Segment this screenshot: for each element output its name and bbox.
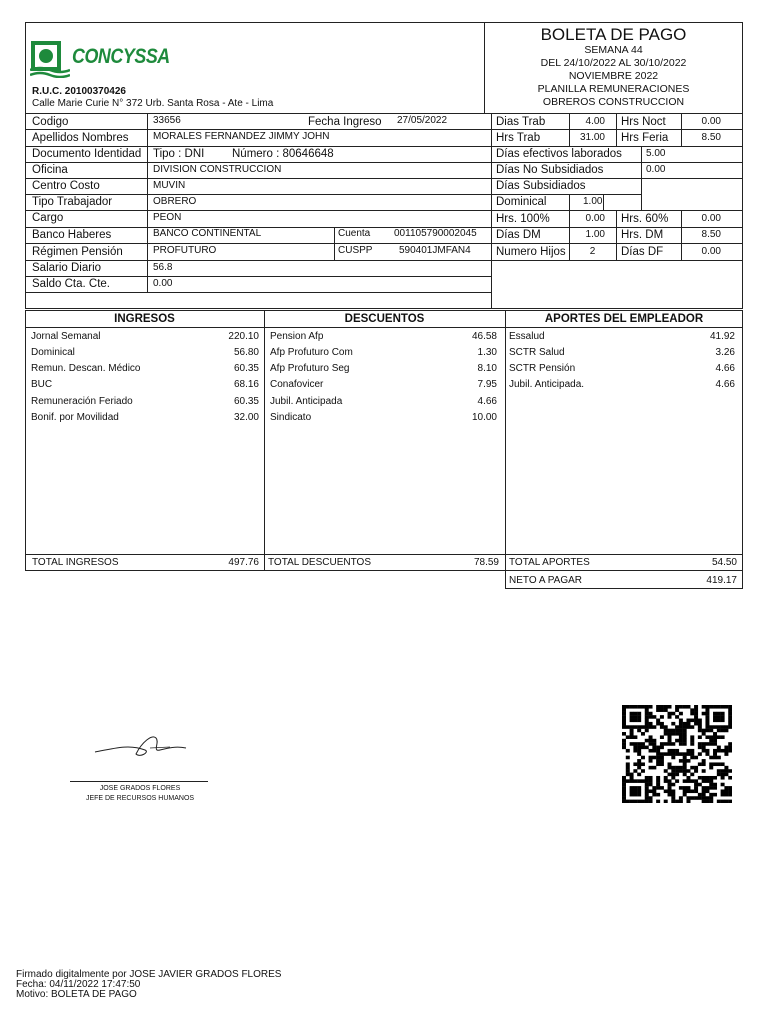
centro-costo-label: Centro Costo [32, 180, 100, 192]
dominical-value: 1.00 [583, 196, 603, 207]
descuento-label: Jubil. Anticipada [270, 396, 343, 407]
ingreso-label: Remuneración Feriado [31, 396, 133, 407]
aporte-label: SCTR Salud [509, 347, 565, 358]
aporte-value: 41.92 [709, 331, 735, 342]
page-title: BOLETA DE PAGO [540, 25, 687, 44]
hrs-trab-value: 31.00 [579, 132, 605, 143]
apellidos-value: MORALES FERNANDEZ JIMMY JOHN [153, 131, 330, 142]
total-aportes-value: 54.50 [711, 557, 737, 568]
digital-sign-line2: Fecha: 04/11/2022 17:47:50 [16, 979, 141, 990]
aporte-value: 4.66 [715, 363, 735, 374]
hrs100-value: 0.00 [585, 213, 605, 224]
cuspp-label: CUSPP [338, 245, 373, 256]
dias-df-label: Días DF [621, 246, 664, 258]
header-group: OBREROS CONSTRUCCION [542, 96, 685, 108]
centro-costo-value: MUVIN [153, 180, 186, 191]
company-address: Calle Marie Curie N° 372 Urb. Santa Rosa - Ate - Lima [32, 98, 274, 109]
descuento-label: Pension Afp [270, 331, 324, 342]
total-ingresos-value: 497.76 [228, 557, 259, 568]
codigo-label: Codigo [32, 116, 69, 128]
neto-label: NETO A PAGAR [509, 575, 582, 586]
tipo-doc-value: Tipo : DNI [153, 148, 205, 160]
total-descuentos-value: 78.59 [473, 557, 499, 568]
salario-value: 56.8 [153, 262, 173, 273]
ingreso-label: Bonif. por Movilidad [31, 412, 119, 423]
descuento-value: 7.95 [477, 379, 497, 390]
fecha-ingreso-label: Fecha Ingreso [308, 116, 382, 128]
digital-sign-line3: Motivo: BOLETA DE PAGO [16, 989, 137, 1000]
apellidos-label: Apellidos Nombres [32, 132, 129, 144]
cuenta-label: Cuenta [338, 228, 371, 239]
header-period: DEL 24/10/2022 AL 30/10/2022 [540, 57, 687, 69]
company-logo [30, 40, 170, 80]
ingreso-label: BUC [31, 379, 53, 390]
total-descuentos-label: TOTAL DESCUENTOS [268, 557, 371, 568]
descuento-value: 1.30 [477, 347, 497, 358]
grid-line [616, 210, 617, 260]
grid-line [616, 113, 617, 146]
banco-value: BANCO CONTINENTAL [153, 228, 262, 239]
header-week: SEMANA 44 [584, 44, 643, 56]
aporte-value: 4.66 [715, 379, 735, 390]
dominical-label: Dominical [496, 196, 547, 208]
fecha-ingreso-value: 27/05/2022 [397, 115, 448, 126]
dias-efectivos-label: Días efectivos laborados [496, 148, 622, 160]
numero-hijos-value: 2 [589, 246, 596, 257]
company-logo-text: CONCYSSA [72, 45, 170, 68]
grid-line [491, 260, 743, 261]
hrs-dm-label: Hrs. DM [621, 229, 664, 241]
descuento-label: Sindicato [270, 412, 312, 423]
ingreso-value: 60.35 [233, 396, 259, 407]
grid-line [603, 194, 604, 210]
aporte-label: Jubil. Anticipada. [509, 379, 585, 390]
tipo-trabajador-label: Tipo Trabajador [32, 196, 113, 208]
grid-line [334, 227, 335, 260]
detail-header-rule [25, 327, 743, 328]
numero-hijos-label: Numero Hijos [496, 246, 566, 258]
detail-table [25, 310, 743, 571]
ingreso-label: Dominical [31, 347, 75, 358]
grid-line [491, 243, 743, 244]
dias-no-subs-label: Días No Subsidiados [496, 164, 604, 176]
dias-efectivos-value: 5.00 [646, 148, 666, 159]
descuento-value: 46.58 [471, 331, 497, 342]
regimen-value: PROFUTURO [153, 245, 217, 256]
dias-dm-label: Días DM [496, 229, 541, 241]
documento-label: Documento Identidad [32, 148, 142, 160]
oficina-value: DIVISION CONSTRUCCION [153, 164, 282, 175]
hrs100-label: Hrs. 100% [496, 213, 550, 225]
digital-sign-line1: Firmado digitalmente por JOSE JAVIER GRADOS FLORES [16, 969, 282, 980]
ingreso-value: 68.16 [233, 379, 259, 390]
qr-code-icon [622, 705, 732, 803]
saldo-value: 0.00 [153, 278, 173, 289]
aporte-label: SCTR Pensión [509, 363, 576, 374]
descuento-value: 4.66 [477, 396, 497, 407]
descuento-label: Conafovicer [270, 379, 324, 390]
ingresos-title: INGRESOS [114, 313, 175, 325]
total-ingresos-label: TOTAL INGRESOS [32, 557, 119, 568]
signature-line [70, 781, 208, 782]
banco-label: Banco Haberes [32, 229, 112, 241]
dias-subs-label: Días Subsidiados [496, 180, 586, 192]
cuspp-value: 590401JMFAN4 [399, 245, 471, 256]
grid-line [641, 146, 642, 210]
oficina-label: Oficina [32, 164, 68, 176]
header-bottom-rule [25, 113, 743, 114]
grid-line [25, 292, 491, 293]
codigo-value: 33656 [153, 115, 181, 126]
grid-line [491, 210, 743, 211]
grid-line [25, 210, 491, 211]
cuenta-value: 001105790002045 [394, 228, 477, 239]
ingreso-value: 56.80 [233, 347, 259, 358]
hrs-noct-label: Hrs Noct [621, 116, 666, 128]
descuento-value: 8.10 [477, 363, 497, 374]
hrs60-value: 0.00 [701, 213, 721, 224]
hrs-feria-value: 8.50 [701, 132, 721, 143]
grid-line [491, 129, 743, 130]
detail-total-rule [25, 554, 743, 555]
detail-divider [264, 310, 265, 571]
descuento-value: 10.00 [471, 412, 497, 423]
hrs-feria-label: Hrs Feria [621, 132, 669, 144]
grid-line [25, 243, 491, 244]
descuento-label: Afp Profuturo Seg [270, 363, 350, 374]
aporte-label: Essalud [509, 331, 545, 342]
signer-name: JOSE GRADOS FLORES [99, 785, 181, 792]
dias-dm-value: 1.00 [585, 229, 605, 240]
numero-doc-value: Número : 80646648 [232, 148, 334, 160]
dias-trab-label: Dias Trab [496, 116, 546, 128]
salario-label: Salario Diario [32, 262, 102, 274]
grid-line [25, 162, 491, 163]
ingreso-label: Remun. Descan. Médico [31, 363, 141, 374]
tipo-trabajador-value: OBRERO [153, 196, 197, 207]
neto-value: 419.17 [706, 575, 737, 586]
cargo-value: PEON [153, 212, 182, 223]
company-logo-icon [30, 40, 70, 78]
grid-line [25, 129, 491, 130]
saldo-label: Saldo Cta. Cte. [32, 278, 110, 290]
dias-df-value: 0.00 [701, 246, 721, 257]
signer-position: JEFE DE RECURSOS HUMANOS [85, 795, 195, 802]
company-ruc: R.U.C. 20100370426 [32, 86, 126, 97]
header-planilla: PLANILLA REMUNERACIONES [537, 83, 690, 95]
hrs-dm-value: 8.50 [701, 229, 721, 240]
ingreso-value: 220.10 [228, 331, 259, 342]
header-month: NOVIEMBRE 2022 [568, 70, 659, 82]
regimen-label: Régimen Pensión [32, 246, 123, 258]
aportes-title: APORTES DEL EMPLEADOR [544, 313, 704, 325]
total-aportes-label: TOTAL APORTES [509, 557, 590, 568]
ingreso-value: 32.00 [233, 412, 259, 423]
dias-trab-value: 4.00 [585, 116, 605, 127]
dias-no-subs-value: 0.00 [646, 164, 666, 175]
ingreso-value: 60.35 [233, 363, 259, 374]
grid-line [491, 113, 492, 309]
descuento-label: Afp Profuturo Com [270, 347, 353, 358]
detail-divider [505, 310, 506, 589]
hrs60-label: Hrs. 60% [621, 213, 669, 225]
ingreso-label: Jornal Semanal [31, 331, 101, 342]
hrs-noct-value: 0.00 [701, 116, 721, 127]
cargo-label: Cargo [32, 212, 64, 224]
hrs-trab-label: Hrs Trab [496, 132, 541, 144]
descuentos-title: DESCUENTOS [344, 313, 425, 325]
grid-line [147, 113, 148, 292]
signature-graphic [90, 730, 190, 762]
aporte-value: 3.26 [715, 347, 735, 358]
